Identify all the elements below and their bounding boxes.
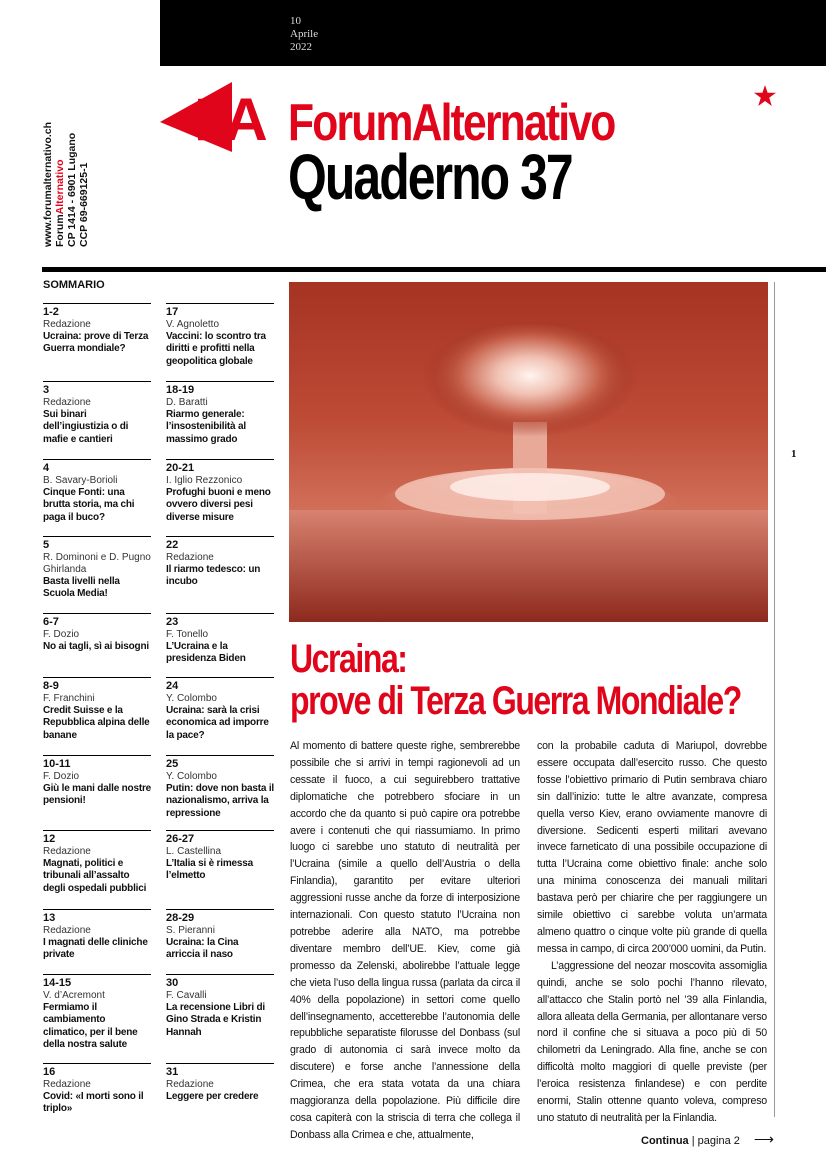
continua-link[interactable]	[641, 1131, 774, 1148]
sommario-entry[interactable]	[43, 381, 151, 446]
entry-author: D. Baratti	[166, 397, 208, 408]
entry-title: Ucraina: sarà la crisi economica ad imporre la pace?	[166, 705, 269, 741]
entry-page: 16	[43, 1066, 56, 1078]
entry-author: Y. Colombo	[166, 771, 217, 782]
headline-line-2: prove di Terza Guerra Mondiale?	[290, 679, 741, 723]
entry-page: 28-29	[166, 912, 195, 924]
article-paragraph: Al momento di battere queste righe, sembrerebbe possibile che si arrivi in tempi ragionevoli ad un cessate il fuoco, a cui seguirebbero trattative diplomatiche che potrebbero sfociare in un accordo che da quanto si può capire ora potrebbe avere i contenuti che qui riassumiamo. In primo luogo ci sarebbe uno statuto di neutralità per l’Ucraina (simile a quello dell’Austria o della Finlandia), garantito per evitare ulteriori aggressioni russe anche da forze di interposizione internazionali. Con questo statuto l’Ucraina non potrebbe aderire alla NATO, ma potrebbe diventare membro dell’UE. Kiev, come già promesso da Zelenski, abolirebbe l’attuale legge che vieta l’uso della lingua russa (parlata da circa il 40% della popolazione) in settori come quello dell’insegnamento, accetterebbe l’autonomia delle repubbliche separatiste filorusse del Donbass (sul grado di autonomia ci sarà invece molto da discutere) e forse anche l’annessione della Crimea, che era stata votata da una chiara maggioranza della popolazione. Più difficile dire cosa capiterà con la striscia di terra che collega il Donbass alla Crimea e che, attualmente,	[290, 740, 520, 1141]
entry-page: 20-21	[166, 462, 195, 474]
sommario-entry[interactable]	[43, 974, 151, 1051]
top-divider	[42, 267, 826, 272]
sommario-entry[interactable]	[43, 909, 151, 962]
continua-page: pagina 2	[697, 1135, 740, 1147]
entry-author: R. Dominoni e D. Pugno Ghirlanda	[43, 552, 151, 575]
sommario-entry[interactable]	[166, 830, 274, 883]
entry-author: V. d’Acremont	[43, 990, 105, 1001]
arrow-right-icon: ⟶	[753, 1131, 774, 1147]
entry-page: 12	[43, 833, 56, 845]
entry-author: Redazione	[166, 1079, 214, 1090]
sommario-entry[interactable]	[43, 536, 151, 601]
sommario-entry[interactable]	[166, 613, 274, 666]
continua-label: Continua	[641, 1135, 689, 1147]
entry-author: F. Cavalli	[166, 990, 207, 1001]
sommario-entry[interactable]	[166, 909, 274, 962]
entry-author: F. Dozio	[43, 629, 80, 640]
sommario-entry[interactable]	[166, 1063, 274, 1103]
entry-author: S. Pieranni	[166, 925, 215, 936]
entry-page: 3	[43, 384, 50, 396]
article-column-2	[537, 738, 767, 1127]
sommario-entry[interactable]	[43, 303, 151, 356]
entry-title: Profughi buoni e meno ovvero diversi pesi diverse misure	[166, 487, 271, 523]
entry-title: Ucraina: prove di Terza Guerra mondiale?	[43, 331, 149, 355]
column-divider	[774, 282, 775, 1117]
sommario-entry[interactable]	[43, 459, 151, 524]
entry-author: Redazione	[43, 1079, 91, 1090]
entry-author: F. Tonello	[166, 629, 209, 640]
entry-page: 24	[166, 680, 179, 692]
article-headline	[290, 638, 741, 722]
sommario-entry[interactable]	[43, 755, 151, 808]
entry-title: Basta livelli nella Scuola Media!	[43, 576, 120, 600]
entry-title: Ucraina: la Cina arriccia il naso	[166, 937, 239, 961]
entry-page: 25	[166, 758, 179, 770]
sommario-entry[interactable]	[43, 1063, 151, 1116]
contact-ccp: CCP 69-669125-1	[78, 162, 90, 247]
entry-author: Redazione	[166, 552, 214, 563]
sommario-entry[interactable]	[166, 974, 274, 1039]
entry-page: 1-2	[43, 306, 59, 318]
entry-author: Redazione	[43, 319, 91, 330]
date-bar	[160, 0, 826, 66]
entry-title: Il riarmo tedesco: un incubo	[166, 564, 261, 588]
sommario-entry[interactable]	[43, 830, 151, 895]
entry-title: Magnati, politici e tribunali all’assalto degli ospedali pubblici	[43, 858, 147, 894]
entry-title: Giù le mani dalle nostre pensioni!	[43, 783, 152, 807]
issue-date	[290, 15, 318, 54]
entry-page: 14-15	[43, 977, 72, 989]
entry-author: B. Savary-Borioli	[43, 475, 118, 486]
entry-author: F. Franchini	[43, 693, 95, 704]
entry-page: 6-7	[43, 616, 59, 628]
entry-page: 17	[166, 306, 179, 318]
entry-page: 22	[166, 539, 179, 551]
brand-name: ForumAlternativo	[288, 94, 615, 152]
sommario-entry[interactable]	[166, 459, 274, 524]
continua-sep: |	[688, 1135, 698, 1147]
contact-info	[42, 122, 90, 247]
entry-title: Vaccini: lo scontro tra diritti e profitti nella geopolitica globale	[166, 331, 266, 367]
entry-author: Redazione	[43, 397, 91, 408]
entry-page: 5	[43, 539, 50, 551]
entry-title: Putin: dove non basta il nazionalismo, arriva la repressione	[166, 783, 274, 819]
entry-page: 8-9	[43, 680, 59, 692]
website-link[interactable]: www.forumalternativo.ch	[42, 121, 54, 247]
date-year: 2022	[290, 41, 312, 53]
entry-page: 10-11	[43, 758, 71, 770]
sommario-entry[interactable]	[166, 381, 274, 446]
entry-title: La recensione Libri di Gino Strada e Kristin Hannah	[166, 1002, 265, 1038]
red-star-icon	[754, 85, 776, 107]
page-number: 1	[791, 448, 797, 460]
sommario-entry[interactable]	[166, 536, 274, 589]
entry-title: Covid: «I morti sono il triplo»	[43, 1091, 144, 1115]
entry-page: 18-19	[166, 384, 195, 396]
article-column-1	[290, 738, 520, 1144]
entry-page: 26-27	[166, 833, 195, 845]
entry-author: V. Agnoletto	[166, 319, 220, 330]
entry-page: 31	[166, 1066, 179, 1078]
article-paragraph: con la probabile caduta di Mariupol, dovrebbe essere occupata dall’esercito russo. Che questo fosse l’obiettivo primario di Putin sembrava chiaro sin dall’inizio: tutte le altre avanzate, compresa quella verso Kiev, erano ovviamente manovre di diversione. Sedicenti esperti militari avevano invece farneticato di una possibile occupazione di tutta l’Ucraina come obiettivo finale: anche solo una minima conoscenza dei manuali militari bastava però per chiarire che per raggiungere un simile obiettivo ci sarebbe voluta un’armata almeno quattro o cinque volte più grande di quella messa in campo, di circa 200’000 uomini, da Putin.	[537, 740, 767, 955]
entry-author: Redazione	[43, 846, 91, 857]
entry-author: I. Iglio Rezzonico	[166, 475, 243, 486]
sommario-entry[interactable]	[43, 613, 151, 653]
entry-author: F. Dozio	[43, 771, 80, 782]
entry-page: 30	[166, 977, 179, 989]
date-month: Aprile	[290, 28, 319, 40]
entry-author: Redazione	[43, 925, 91, 936]
date-day: 10	[290, 15, 301, 27]
entry-title: Credit Suisse e la Repubblica alpina delle banane	[43, 705, 150, 741]
entry-title: Cinque Fonti: una brutta storia, ma chi paga il buco?	[43, 487, 135, 523]
entry-page: 13	[43, 912, 56, 924]
contact-name: ForumAlternativo	[54, 159, 66, 247]
entry-page: 23	[166, 616, 179, 628]
entry-title: I magnati delle cliniche private	[43, 937, 148, 961]
entry-author: L. Castellina	[166, 846, 222, 857]
entry-title: Riarmo generale: l’insostenibilità al massimo grado	[166, 409, 246, 445]
entry-title: L’Ucraina e la presidenza Biden	[166, 641, 246, 665]
entry-author: Y. Colombo	[166, 693, 217, 704]
entry-title: L’Italia si è rimessa l’elmetto	[166, 858, 253, 882]
fa-logo	[160, 82, 272, 152]
entry-title: Fermiamo il cambiamento climatico, per il bene della nostra salute	[43, 1002, 138, 1050]
fa-logo-text: FA	[194, 86, 265, 152]
mushroom-cloud-photo	[289, 282, 768, 622]
issue-title: Quaderno 37	[288, 141, 572, 213]
sommario-entry[interactable]	[166, 677, 274, 742]
sommario-entry[interactable]	[166, 755, 274, 820]
article-paragraph: L’aggressione del neozar moscovita assomiglia quindi, anche se solo pochi l’hanno rilevato, all’attacco che Stalin portò nel ’39 alla Finlandia, allora alleata della Germania, per allontanare verso nord il confine che si situava a poco più di 50 chilometri da Leningrado. Alla fine, anche se con difficoltà molto maggiori di quelle previste (per l’eroica resistenza finlandese) e con perdite enormi, Stalin ottenne quanto voleva, compreso uno statuto di neutralità per la Finlandia.	[537, 959, 767, 1124]
entry-title: Sui binari dell’ingiustizia o di mafie e cantieri	[43, 409, 129, 445]
entry-title: Leggere per credere	[166, 1091, 259, 1102]
sommario-entry[interactable]	[43, 677, 151, 742]
contact-address: CP 1414 - 6901 Lugano	[66, 132, 78, 247]
entry-page: 4	[43, 462, 50, 474]
headline-line-1: Ucraina:	[290, 637, 407, 681]
entry-title: No ai tagli, sì ai bisogni	[43, 641, 149, 652]
sommario-title: SOMMARIO	[43, 279, 105, 291]
sommario-entry[interactable]	[166, 303, 274, 368]
